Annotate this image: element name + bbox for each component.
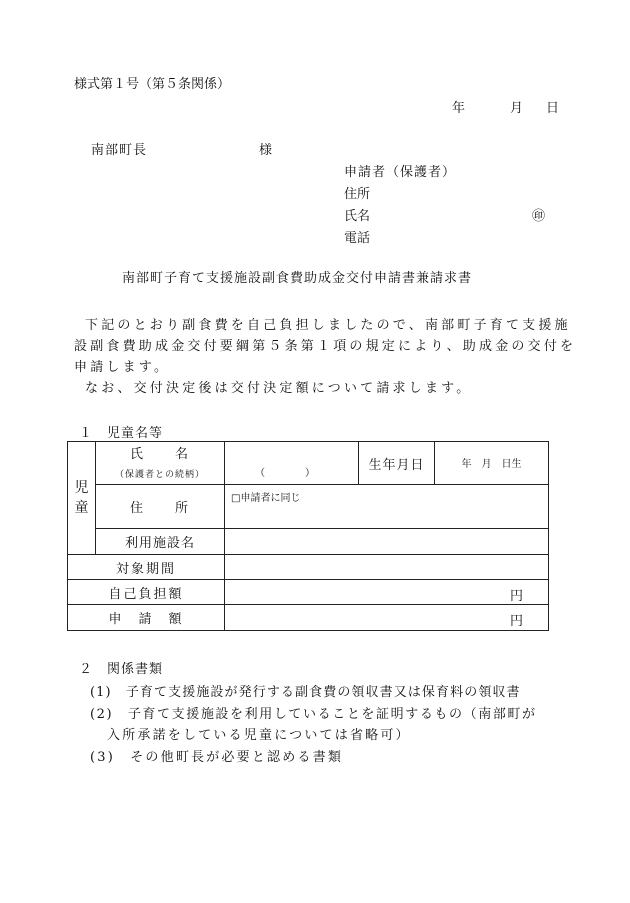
- self-pay-input-cell[interactable]: [225, 580, 549, 605]
- child-label: [68, 478, 95, 518]
- self-pay-label-cell: [68, 580, 225, 605]
- relation-label: （保護者との続柄）: [114, 469, 205, 480]
- name-label: 氏 名: [129, 446, 190, 462]
- period-input-cell[interactable]: [225, 555, 549, 580]
- period-label: 対象期間: [115, 561, 176, 577]
- document-title: 南部町子育て支援施設副食費助成金交付申請書兼請求書: [122, 271, 473, 286]
- birth-label-cell: [359, 442, 435, 485]
- address-input-cell[interactable]: [225, 485, 549, 529]
- birth-label: 生年月日: [368, 457, 425, 473]
- applicant-address-label: 住所: [344, 187, 371, 202]
- address-label-cell: [96, 485, 225, 529]
- facility-label-cell: [96, 529, 225, 555]
- applicant-heading: 申請者（保護者）: [344, 165, 457, 180]
- date-day-label: 日: [546, 101, 560, 116]
- apply-amount-label-cell: [68, 605, 225, 631]
- relation-parens: （ ）: [255, 468, 315, 479]
- section1-heading: １ 児童名等: [79, 426, 164, 441]
- period-label-cell: [68, 555, 225, 580]
- facility-label: 利用施設名: [124, 536, 195, 551]
- apply-amount-label: 申 請 額: [108, 612, 184, 627]
- date-year-label: 年: [452, 101, 466, 116]
- date-month-label: 月: [510, 101, 524, 116]
- applicant-phone-label: 電話: [344, 231, 371, 246]
- body-line-2: 設副食費助成金交付要綱第５条第１項の規定により、助成金の交付を: [74, 339, 577, 354]
- section2-heading: ２ 関係書類: [79, 662, 164, 677]
- child-label-text: 児童: [74, 480, 89, 516]
- document-item-2-line-2: 入所承諾をしている児童については省略可）: [107, 728, 411, 743]
- address-label: 住 所: [129, 501, 190, 516]
- body-line-1: 下記のとおり副食費を自己負担しましたので、南部町子育て支援施: [85, 318, 571, 333]
- self-pay-label: 自己負担額: [108, 586, 184, 602]
- body-line-3: 申請します。: [74, 360, 171, 375]
- self-pay-unit: 円: [509, 589, 523, 604]
- child-label-cell: [68, 442, 96, 555]
- body-line-4: なお、交付決定後は交付決定額について請求します。: [85, 381, 473, 396]
- child-info-table: [67, 441, 549, 631]
- document-item-2-line-1: (2) 子育て支援施設を利用していることを証明するもの（南部町が: [90, 707, 537, 722]
- document-item-3: (3) その他町長が必要と認める書類: [90, 750, 344, 765]
- document-item-1: (1) 子育て支援施設が発行する副食費の領収書又は保育料の領収書: [90, 685, 521, 700]
- facility-input-cell[interactable]: [225, 529, 549, 555]
- name-label-cell: [96, 442, 225, 485]
- addressee-recipient: 南部町長: [91, 143, 148, 158]
- apply-amount-input-cell[interactable]: [225, 605, 549, 631]
- name-input-cell[interactable]: [225, 442, 359, 485]
- applicant-name-label: 氏名: [344, 209, 371, 224]
- form-number: 様式第１号（第５条関係）: [74, 77, 231, 92]
- addressee-honorific: 様: [259, 143, 273, 158]
- apply-amount-unit: 円: [509, 614, 523, 629]
- birth-value: 年 月 日生: [461, 459, 522, 470]
- seal-mark: ㊞: [532, 209, 546, 224]
- same-as-applicant-checkbox[interactable]: □申請者に同じ: [231, 493, 301, 504]
- birth-input-cell[interactable]: [435, 442, 549, 485]
